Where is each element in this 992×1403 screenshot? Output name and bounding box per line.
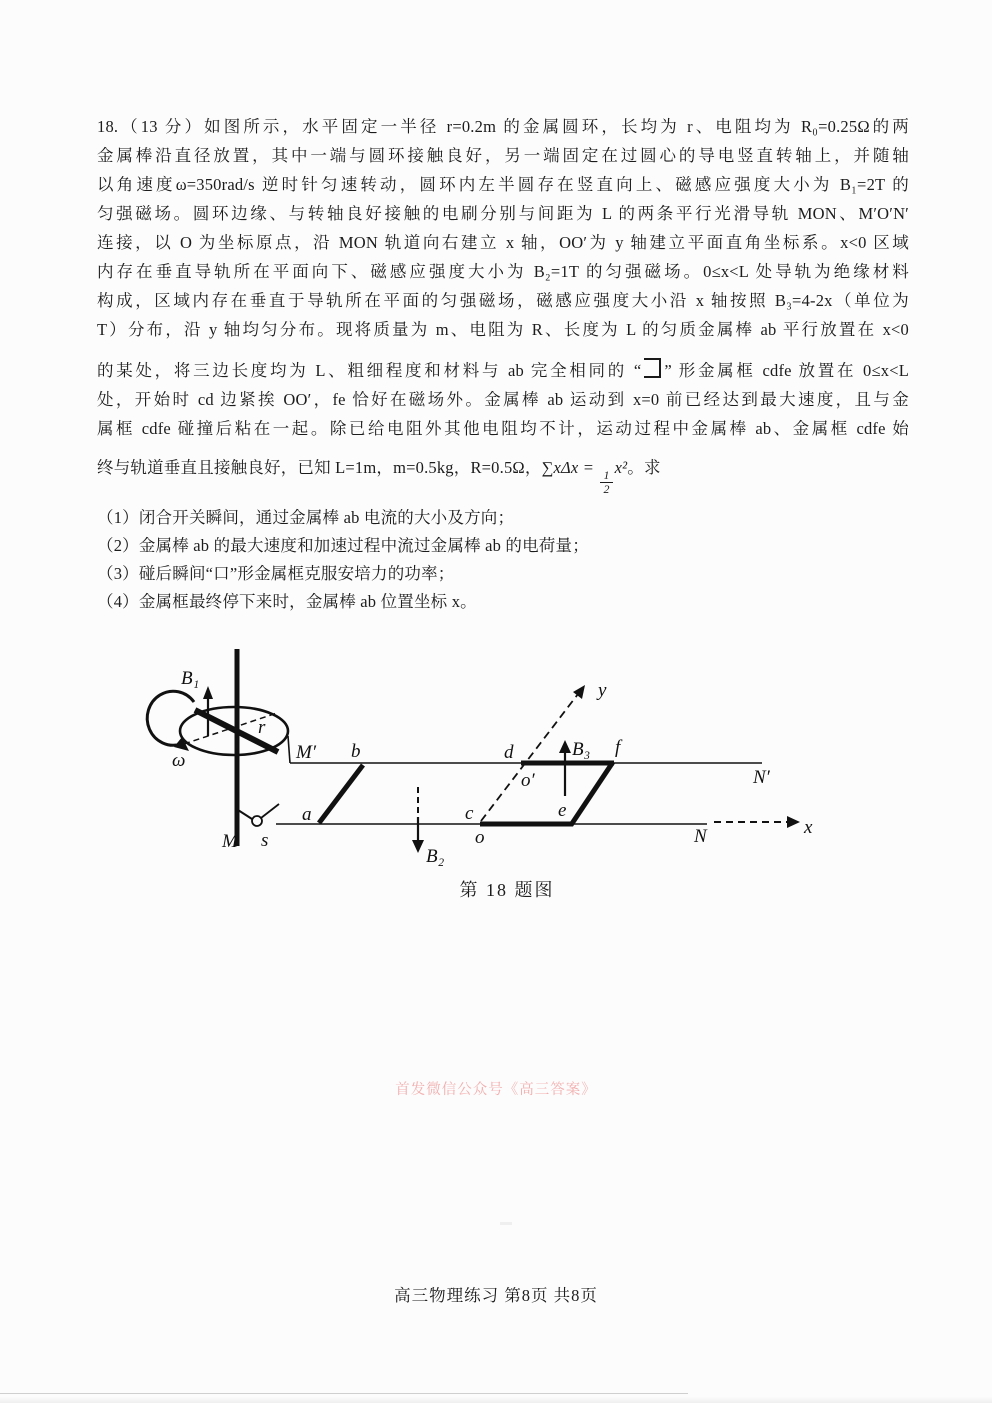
figure-caption: 第 18 题图 <box>459 880 555 900</box>
b3-arrowhead-icon <box>559 740 571 753</box>
label-r: r <box>258 717 266 738</box>
question-items <box>97 504 909 616</box>
problem-text-line-5: 连接，以 O 为坐标原点，沿 MON 轨道向右建立 x 轴，OO′为 y 轴建立平面直角坐标系。x<0 区域 <box>97 233 909 252</box>
line9-post: ” 形金属框 cdfe 放置在 0≤x<L <box>664 361 909 380</box>
label-omega: ω <box>172 750 186 771</box>
question-item-4: （4）金属框最终停下来时，金属棒 ab 位置坐标 x。 <box>97 592 477 612</box>
fraction-one-half <box>600 469 612 496</box>
problem-text-line-3: 以角速度ω=350rad/s 逆时针匀速转动，圆环内左半圆存在竖直向上、磁感应强度大小为 B₁=2T 的 <box>97 175 909 194</box>
bracket-shape-icon <box>644 358 661 378</box>
label-m: M <box>222 831 238 852</box>
problem-text-line-1: 18.（13 分）如图所示，水平固定一半径 r=0.2m 的金属圆环，长均为 r、电阻均为 R₀=0.25Ω的两 <box>97 117 909 136</box>
question-item-3: （3）碰后瞬间“口”形金属框克服安培力的功率； <box>97 564 455 584</box>
problem-text-line-9 <box>97 356 909 385</box>
label-s: s <box>261 830 269 851</box>
label-b2: B₂ <box>426 846 445 867</box>
problem-text-line-11: 属框 cdfe 碰撞后粘在一起。除已给电阻外其他电阻均不计，运动过程中金属棒 ab、金属框 cdfe 始 <box>97 419 909 438</box>
fraction-denominator: 2 <box>603 482 610 496</box>
problem-text-line-10: 处，开始时 cd 边紧挨 OO′，fe 恰好在磁场外。金属棒 ab 运动到 x=0 前已经达到最大速度，且与金 <box>97 390 909 409</box>
line12-end: 。求 <box>627 458 661 477</box>
formula-x-squared: x² <box>614 458 628 477</box>
question-item-1: （1）闭合开关瞬间，通过金属棒 ab 电流的大小及方向； <box>97 508 515 528</box>
label-m-prime: M′ <box>296 742 316 763</box>
scan-edge-shadow <box>0 1396 992 1403</box>
switch-pivot <box>252 816 262 826</box>
label-y-axis: y <box>598 680 607 701</box>
label-n: N <box>694 826 707 847</box>
b1-arrowhead-icon <box>203 686 213 699</box>
rod-ab <box>319 765 363 823</box>
frame-diagonal-ef <box>571 762 613 825</box>
scan-edge-line <box>0 1393 688 1394</box>
line12-pre: 终与轨道垂直且接触良好，已知 L=1m，m=0.5kg，R=0.5Ω， <box>97 458 542 477</box>
problem-text-line-2: 金属棒沿直径放置，其中一端与圆环接触良好，另一端固定在过圆心的导电竖直转轴上，并随轴 <box>97 146 909 165</box>
problem-text-line-7: 构成，区域内存在垂直于导轨所在平面的匀强磁场，磁感应强度大小沿 x 轴按照 B₃=4-2x（单位为 <box>97 291 909 310</box>
problem-18-text <box>97 112 909 616</box>
label-f: f <box>615 737 621 758</box>
question-item-2: （2）金属棒 ab 的最大速度和加速过程中流过金属棒 ab 的电荷量； <box>97 536 589 556</box>
label-b3: B₃ <box>572 739 591 760</box>
label-x-axis: x <box>804 817 813 838</box>
problem-text-line-4: 匀强磁场。圆环边缘、与转轴良好接触的电刷分别与间距为 L 的两条平行光滑导轨 MON、M′O′N′ <box>97 204 909 223</box>
y-axis-arrowhead-icon <box>573 685 585 699</box>
label-o-prime: o′ <box>521 770 535 791</box>
label-c: c <box>465 803 474 824</box>
scan-artifact <box>500 1222 512 1225</box>
label-d: d <box>504 742 514 763</box>
problem-18-diagram <box>140 645 870 880</box>
fraction-numerator: 1 <box>600 469 612 483</box>
label-e: e <box>558 800 567 821</box>
label-o: o <box>475 827 485 848</box>
label-a: a <box>302 804 312 825</box>
label-b: b <box>351 741 361 762</box>
label-n-prime: N′ <box>753 767 770 788</box>
switch-lever <box>261 804 279 818</box>
label-b1: B₁ <box>181 668 200 689</box>
ring-rail-connector <box>288 736 290 763</box>
watermark-text: 首发微信公众号《高三答案》 <box>395 1082 597 1098</box>
problem-text-line-6: 内存在垂直导轨所在平面向下、磁感应强度大小为 B₂=1T 的匀强磁场。0≤x<L 处导轨为绝缘材料 <box>97 262 909 281</box>
page-footer: 高三物理练习 第8页 共8页 <box>394 1286 598 1305</box>
given-values-line <box>97 451 909 496</box>
switch-axis-link <box>238 810 252 819</box>
line9-pre: 的某处，将三边长度均为 L、粗细程度和材料与 ab 完全相同的 “ <box>97 361 642 380</box>
b2-arrowhead-icon <box>412 840 424 853</box>
x-axis-arrowhead-icon <box>787 816 800 828</box>
problem-text-line-8: T）分布，沿 y 轴均匀分布。现将质量为 m、电阻为 R、长度为 L 的匀质金属棒 ab 平行放置在 x<0 <box>97 320 909 339</box>
sum-formula: ∑xΔx = <box>541 458 595 477</box>
